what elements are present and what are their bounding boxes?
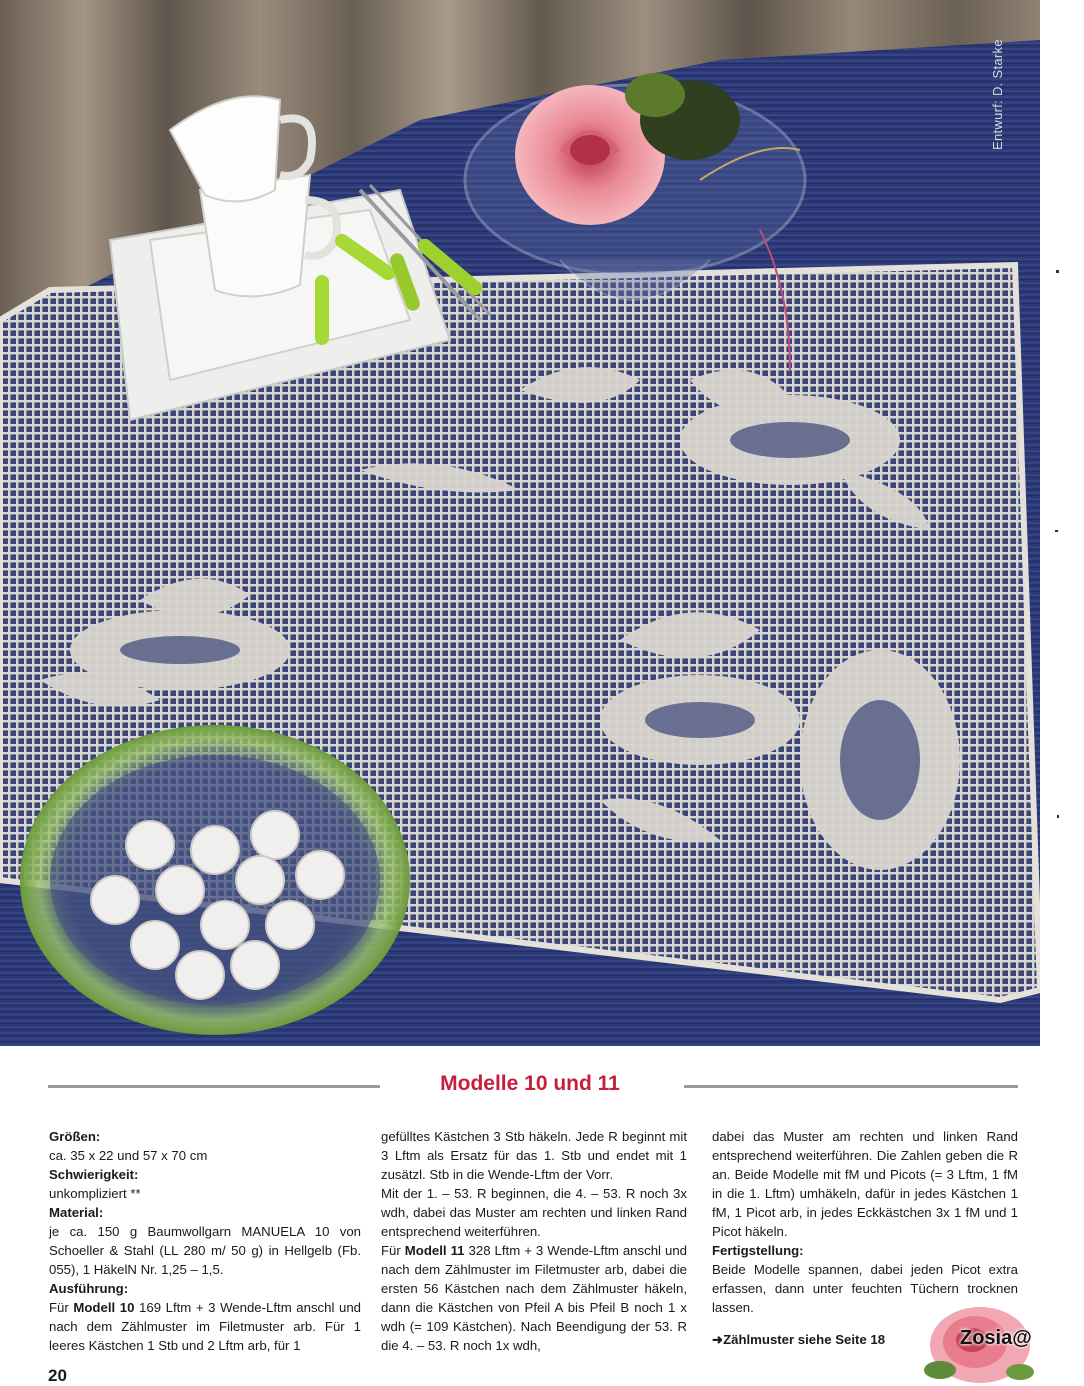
model-10-label: Modell 10: [73, 1300, 135, 1315]
material-value: je ca. 150 g Baumwollgarn MANUELA 10 von Schoeller & Stahl (LL 280 m/ 50 g) in Hellgelb (Fb. 055), 1 HäkelN Nr. 1,25 – 1,5.: [49, 1224, 361, 1277]
difficulty-value: unkompliziert **: [49, 1186, 141, 1201]
section-title: Modelle 10 und 11: [440, 1072, 620, 1095]
finish-text: Beide Modelle spannen, dabei jeden Picot extra erfassen, dann unter feuchten Tüchern trocknen lassen.: [712, 1262, 1018, 1315]
sizes-label: Größen:: [49, 1129, 101, 1144]
page-number: 20: [48, 1366, 67, 1385]
arrow-icon: ➜: [712, 1332, 724, 1347]
signature-watermark: Zosia@: [960, 1327, 1032, 1349]
model-11-prefix: Für: [381, 1243, 405, 1258]
col2-paragraph-2: Mit der 1. – 53. R beginnen, die 4. – 53. R noch 3x wdh, dabei das Muster am rechten und linken Rand entsprechend weiterführen.: [381, 1186, 687, 1239]
execution-body: 169 Lftm + 3 Wende-Lftm anschl und nach dem Zählmuster im Filetmuster arb. Für 1 leeres Kästchen 1 Stb und 2 Lftm arb, für 1: [49, 1300, 362, 1353]
material-label: Material:: [49, 1205, 104, 1220]
header-rule-left: [48, 1085, 380, 1088]
photo-credit: Entwurf: D. Starke: [990, 39, 1005, 150]
margin-speck: [1057, 815, 1059, 818]
header-rule-right: [684, 1085, 1018, 1088]
model-11-text: 328 Lftm + 3 Wende-Lftm anschl und nach dem Zählmuster im Filetmuster arb, dabei die ersten 56 Kästchen nach dem Zählmuster häkeln, dann die Kästchen von Pfeil A bis Pfeil B noch 1 x wdh (= 109 Kästchen). Nach Beendigung der 53. R die 4. – 53. R noch 1x wdh,: [381, 1243, 687, 1353]
sizes-value: ca. 35 x 22 und 57 x 70 cm: [49, 1148, 208, 1163]
execution-label: Ausführung:: [49, 1281, 129, 1296]
execution-text: [49, 1298, 361, 1355]
col3-paragraph-1: dabei das Muster am rechten und linken Rand entsprechend weiterführen. Die Zahlen geben die R an. Beide Modelle mit fM und Picots (= 3 Lftm, 1 fM in die 1. Lftm) umhäkeln, dafür in jedes Kästchen 1 fM, 1 Picot arb, in jedes Eckkästchen 3x 1 fM und 1 Picot häkeln.: [712, 1129, 1018, 1239]
model-11-label: Modell 11: [404, 1243, 465, 1258]
col2-paragraph-1: gefülltes Kästchen 3 Stb häkeln. Jede R beginnt mit 3 Lftm als Ersatz für das 1. Stb und endet mit 1 zusätzl. Stb in die Wende-Lftm der Vorr.: [381, 1129, 687, 1182]
chart-reference-text: Zählmuster siehe Seite 18: [723, 1332, 886, 1347]
text-column-1: [49, 1127, 361, 1355]
chart-reference: [712, 1332, 885, 1347]
margin-speck: [1056, 270, 1059, 273]
text-column-2: [381, 1127, 687, 1355]
execution-prefix: Für: [49, 1300, 74, 1315]
margin-speck: [1055, 530, 1058, 532]
difficulty-label: Schwierigkeit:: [49, 1167, 139, 1182]
finish-label: Fertigstellung:: [712, 1243, 804, 1258]
col2-paragraph-3: [381, 1241, 687, 1355]
